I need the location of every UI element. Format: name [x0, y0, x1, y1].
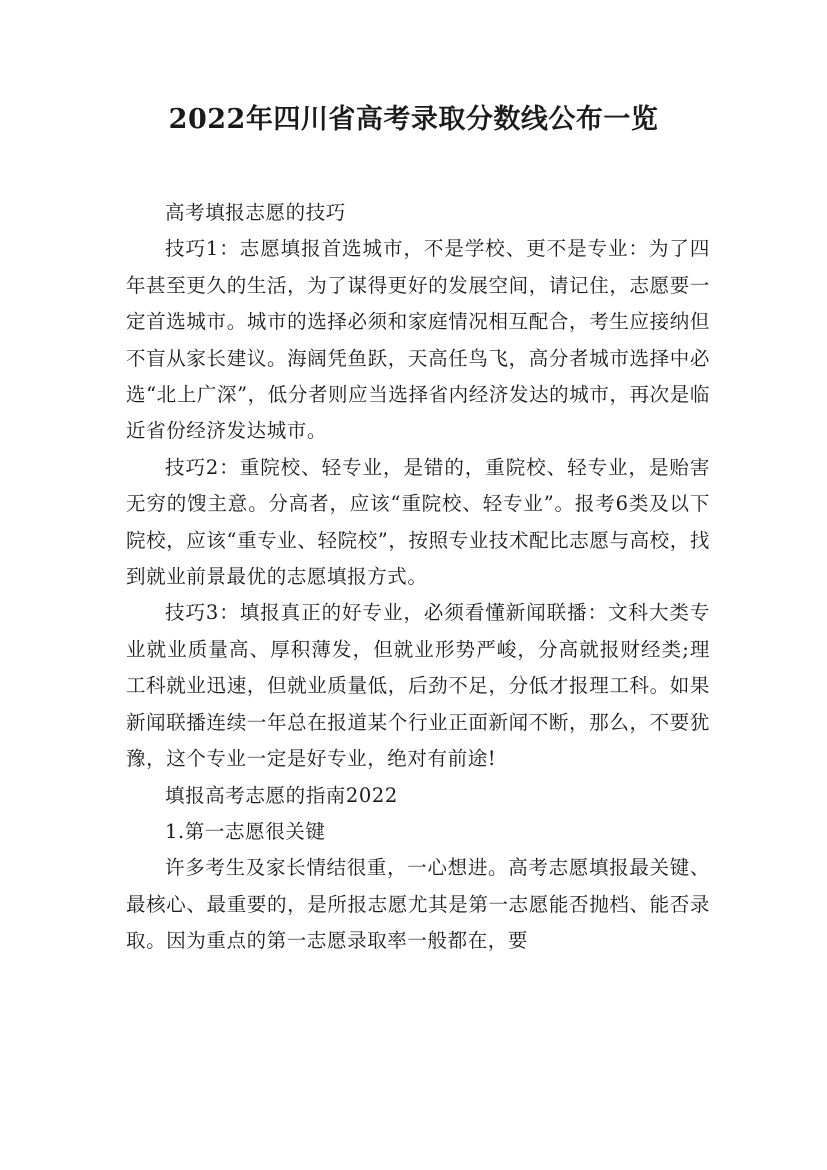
subheading-first-choice: 1.第一志愿很关键: [165, 819, 326, 843]
paragraph-tip-3: 技巧3：填报真正的好专业，必须看懂新闻联播：文科大类专业就业质量高、厚积薄发，但就业形势严峻，分高就报财经类;理工科就业迅速，但就业质量低，后劲不足，分低才报理工科。如果新闻联播连续一年总在报道某个行业正面新闻不断，那么，不要犹豫，这个专业一定是好专业，绝对有前途!: [126, 601, 710, 771]
section-heading-guide: 填报高考志愿的指南2022: [165, 783, 398, 807]
section-heading-tips: 高考填报志愿的技巧: [165, 201, 346, 224]
paragraph-tip-1: 技巧1：志愿填报首选城市，不是学校、更不是专业：为了四年甚至更久的生活，为了谋得更好的发展空间，请记住，志愿要一定首选城市。城市的选择必须和家庭情况相互配合，考生应接纳但不盲从家长建议。海阔凭鱼跃，天高任鸟飞，高分者城市选择中必选“北上广深”，低分者则应当选择省内经济发达的城市，再次是临近省份经济发达城市。: [126, 237, 710, 443]
document-title: 2022年四川省高考录取分数线公布一览: [168, 104, 659, 135]
paragraph-tip-2: 技巧2：重院校、轻专业，是错的，重院校、轻专业，是贻害无穷的馊主意。分高者，应该“重院校、轻专业”。报考6类及以下院校，应该“重专业、轻院校”，按照专业技术配比志愿与高校，找到就业前景最优的志愿填报方式。: [126, 455, 710, 589]
paragraph-first-choice: 许多考生及家长情结很重，一心想进。高考志愿填报最关键、最核心、最重要的，是所报志愿尤其是第一志愿能否抛档、能否录取。因为重点的第一志愿录取率一般都在，要: [126, 856, 710, 953]
document-body: [126, 195, 710, 960]
